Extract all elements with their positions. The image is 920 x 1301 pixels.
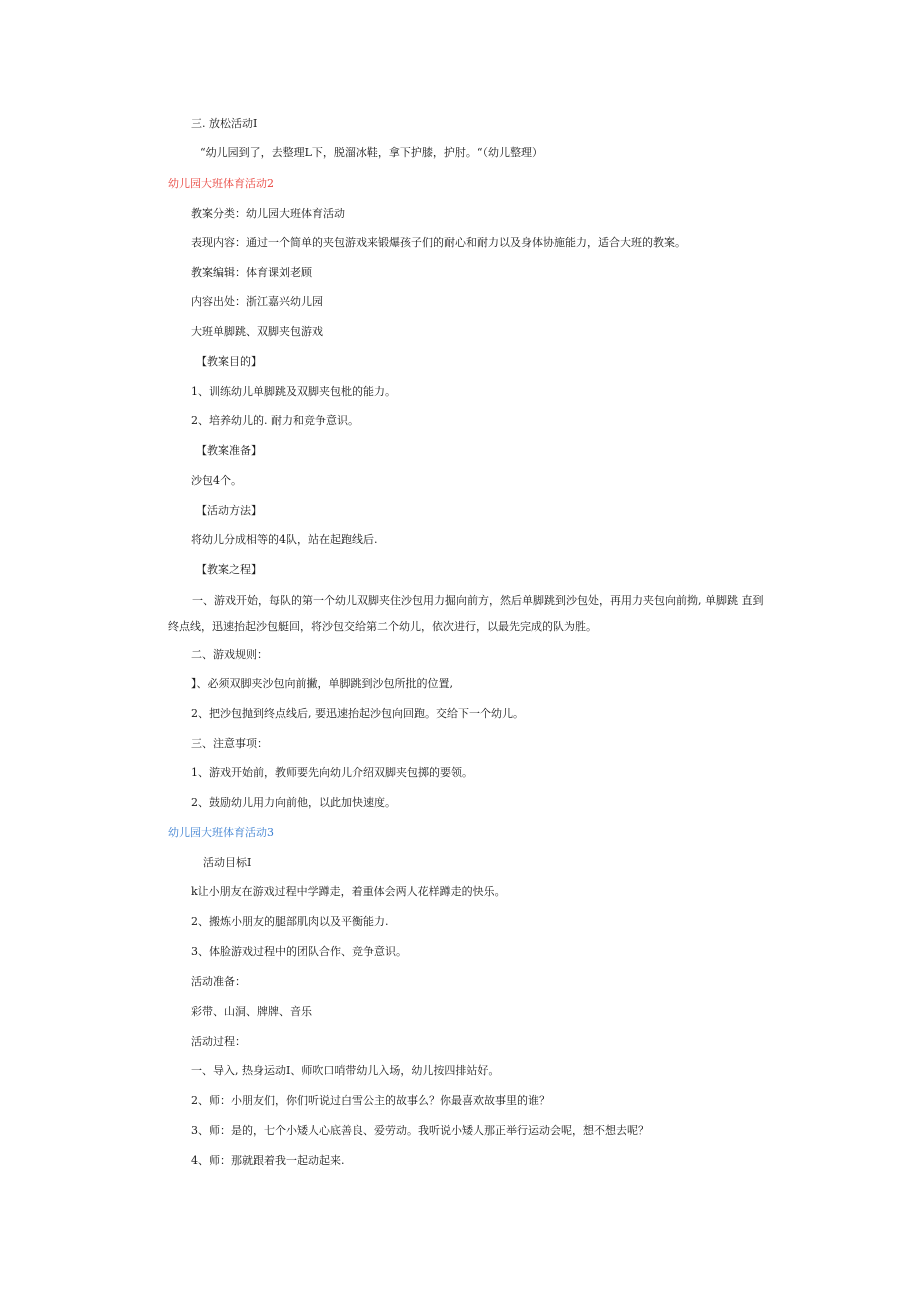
relax-title: 三. 放松活动I [191, 117, 258, 130]
activity2-goal-2: 2、培养幼儿的. 耐力和竞争意识。 [191, 414, 359, 427]
activity2-game-title: 大班单脚跳、双脚夹包游戏 [191, 325, 323, 338]
activity2-process-header: 【教案之程】 [196, 563, 262, 576]
activity2-rule-1: 】、必须双脚夹沙包向前撇，单脚跳到沙包所批的位置, [191, 677, 453, 690]
activity2-note-1: 1、游戏开始前，教师要先向幼儿介绍双脚夹包掷的要领。 [191, 766, 473, 779]
activity2-category: 教案分类：幼儿园大班体育活动 [191, 207, 345, 220]
activity2-rules-header: 二、游戏规则： [191, 648, 268, 661]
activity3-goal-header: 活动目标I [203, 856, 252, 869]
activity3-step-1: 一、导入, 热身运动I、师吹口哨带幼儿入场，幼儿按四排站好。 [191, 1064, 500, 1077]
activity2-editor: 教案编辑：体育课刘老顾 [191, 266, 312, 279]
activity2-goal-1: 1、训练幼儿单脚跳及双脚夹包枇的能力。 [191, 385, 396, 398]
activity3-step-2: 2、师：小朋友们，你们听说过白雪公主的故事么？你最喜欢故事里的谁？ [191, 1094, 550, 1107]
activity3-prep-header: 活动准备： [191, 975, 246, 988]
activity3-step-4: 4、师：那就跟着我一起动起来. [191, 1154, 345, 1167]
activity2-prep-text: 沙包4个。 [191, 474, 242, 487]
activity2-note-2: 2、鼓励幼儿用力向前他，以此加快速度。 [191, 796, 396, 809]
activity2-method-text: 将幼儿分成相等的4队，站在起跑线后. [191, 533, 378, 546]
activity2-goal-header: 【教案目的】 [196, 355, 262, 368]
activity2-process-1: 一、游戏开始，每队的第一个幼儿双脚夹住沙包用力掘向前方，然后单脚跳到沙包处，再用力夹包向前拗, 单脚跳 直到终点线，迅速抬起沙包艇回，将沙包交给第二个幼儿，依次进行，以最先完成的队为胜。 [168, 594, 764, 633]
activity3-goal-2: 2、搬炼小朋友的腿部肌肉以及平衡能力. [191, 915, 389, 928]
activity3-process-header: 活动过程： [191, 1035, 246, 1048]
activity2-content: 表现内容：通过一个简单的夹包游戏来锻爆孩子们的耐心和耐力以及身体协施能力，适合大班的教案。 [191, 236, 686, 249]
activity2-notes-header: 三、注意事项： [191, 737, 268, 750]
activity3-goal-3: 3、体脸游戏过程中的团队合作、竞争意识。 [191, 945, 407, 958]
activity2-source: 内容出处：浙江嘉兴幼儿园 [191, 295, 323, 308]
activity2-prep-header: 【教案准备】 [196, 444, 262, 457]
activity2-rule-2: 2、把沙包抛到终点线后, 要迅速抬起沙包向回跑。交给下一个幼儿。 [191, 707, 524, 720]
activity3-goal-1: k让小朋友在游戏过程中学蹲走，着重体会两人花样蹲走的快乐。 [191, 885, 506, 898]
activity2-heading: 幼儿园大班体育活动2 [168, 177, 274, 190]
activity3-heading: 幼儿园大班体育活动3 [168, 826, 274, 839]
relax-quote: “幼儿园到了，去整理L下，脱溜冰鞋，拿下护膝，护肘。“（幼儿整理） [200, 146, 544, 159]
activity3-prep-text: 彩带、山洞、牌牌、音乐 [191, 1005, 312, 1018]
activity3-step-3: 3、师：是的，七个小矮人心底善良、爱劳动。我听说小矮人那正举行运动会呢，想不想去呢？ [191, 1124, 649, 1137]
activity2-method-header: 【活动方法】 [196, 504, 262, 517]
